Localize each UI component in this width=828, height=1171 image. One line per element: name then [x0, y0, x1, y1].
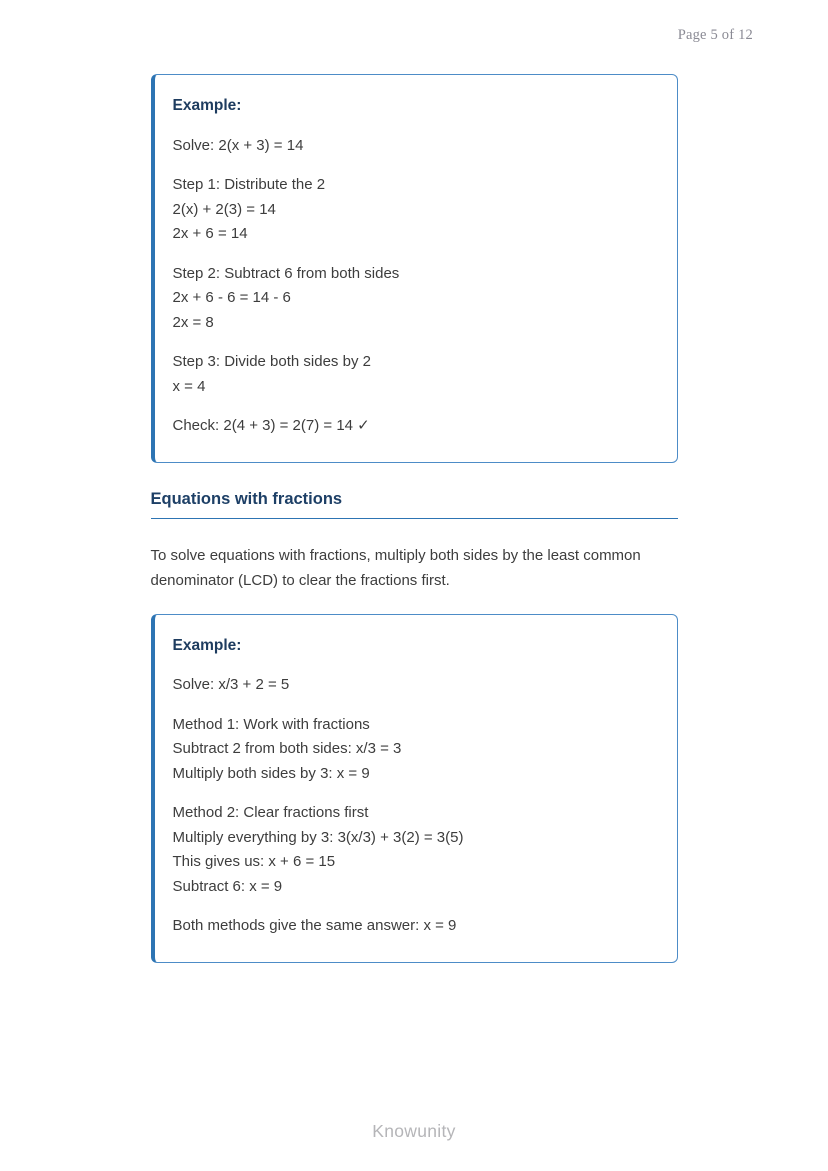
- math-paragraph: [173, 134, 659, 159]
- section-heading: Equations with fractions: [151, 489, 678, 519]
- math-line: 2x = 8: [172, 313, 214, 331]
- math-line: Step 1: Distribute the 2: [172, 176, 326, 193]
- math-line: Solve: x/3 + 2 = 5: [172, 676, 290, 693]
- math-line: 2(x) + 2(3) = 14: [172, 200, 276, 218]
- math-line: Solve: 2(x + 3) = 14: [172, 136, 304, 154]
- math-paragraph: [173, 713, 659, 787]
- math-paragraph: [173, 801, 659, 899]
- body-paragraph: To solve equations with fractions, multiply both sides by the least common denominator (LCD) to clear the fractions first.: [150, 546, 641, 589]
- math-line: x = 4: [172, 377, 206, 395]
- math-paragraph: [173, 173, 659, 247]
- math-line: Method 1: Work with fractions: [172, 715, 370, 733]
- page-number: Page 5 of 12: [677, 27, 753, 43]
- footer-brand: Knowunity: [372, 1121, 456, 1141]
- example-box-2: [151, 614, 678, 963]
- math-line: Step 2: Subtract 6 from both sides: [172, 264, 400, 282]
- math-paragraph: [173, 673, 659, 698]
- math-line: This gives us: x + 6 = 15: [172, 853, 336, 870]
- content-column: [151, 0, 678, 963]
- example-box-title: Example:: [172, 97, 242, 114]
- math-paragraph: [173, 914, 659, 939]
- example-box-1: [151, 74, 678, 463]
- math-line: Subtract 2 from both sides: x/3 = 3: [172, 740, 402, 757]
- math-line: Step 3: Divide both sides by 2: [172, 353, 371, 370]
- math-line: Both methods give the same answer: x = 9: [172, 917, 457, 934]
- math-paragraph: [173, 414, 659, 439]
- example-box-title: Example:: [172, 636, 242, 654]
- math-line: Method 2: Clear fractions first: [172, 804, 369, 821]
- check-line: Check: 2(4 + 3) = 2(7) = 14 ✓: [172, 417, 370, 434]
- spacer: [151, 594, 678, 614]
- math-line: Multiply both sides by 3: x = 9: [172, 764, 370, 782]
- math-line: 2x + 6 - 6 = 14 - 6: [172, 289, 291, 306]
- math-line: 2x + 6 = 14: [172, 225, 248, 242]
- math-line: Multiply everything by 3: 3(x/3) + 3(2) = 3(5): [172, 828, 464, 846]
- math-paragraph: [173, 262, 659, 336]
- math-line: Subtract 6: x = 9: [172, 877, 283, 895]
- math-paragraph: [173, 350, 659, 399]
